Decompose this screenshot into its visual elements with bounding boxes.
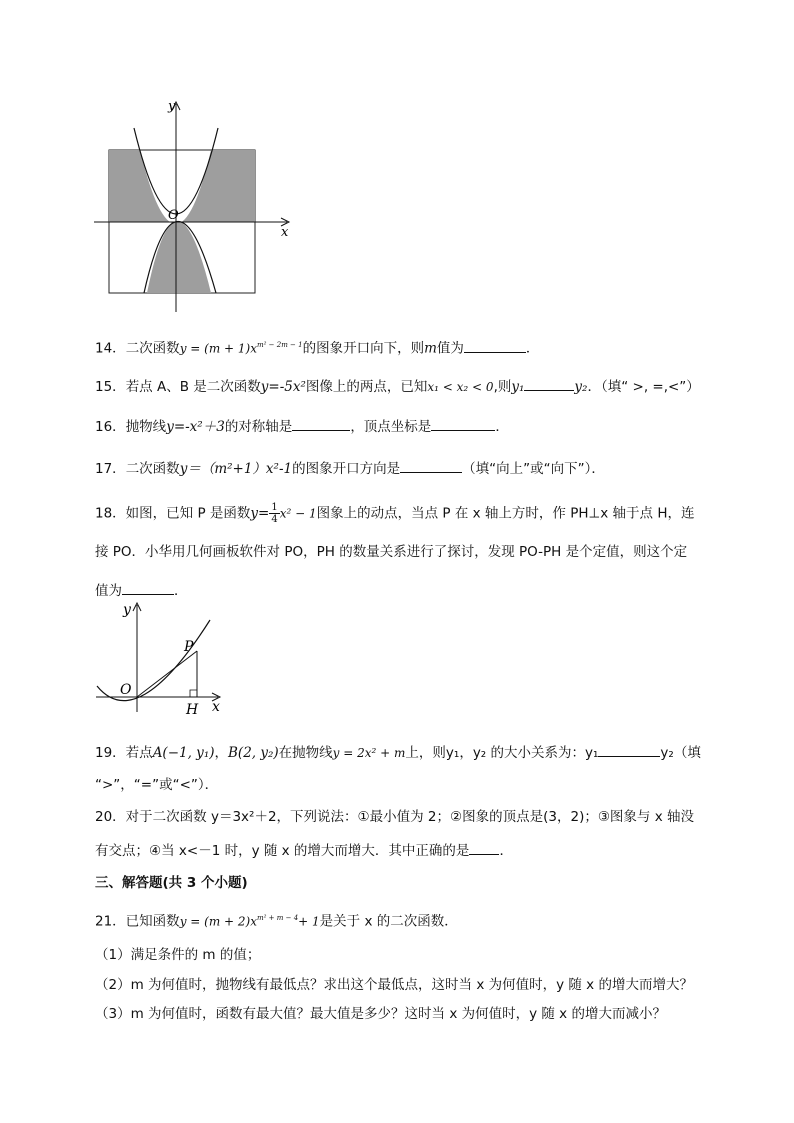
fraction-denominator: 4 — [271, 514, 278, 525]
section-heading: 三、解答题(共 3 个小题) — [95, 875, 248, 891]
question-text: 19．若点 — [95, 745, 153, 761]
figure1-x-label: x — [281, 225, 289, 240]
question-text: 值为 — [436, 340, 464, 357]
formula: y = (m + 1)x — [179, 341, 257, 356]
question-text: ． — [495, 419, 509, 435]
answer-blank-axis[interactable] — [292, 418, 350, 431]
question-text: y₂（填 — [660, 745, 701, 761]
question-text: 若点 A、B 是二次函数 — [125, 379, 261, 395]
fraction — [269, 502, 279, 525]
question-14 — [95, 336, 539, 358]
question-19-line-2: “>”，“=”或“<”）． — [95, 777, 219, 793]
point-b: B(2, y₂) — [228, 745, 279, 761]
question-text: y₁，y₂ 的大小关系为：y₁ — [445, 745, 599, 761]
question-number: 17． — [95, 461, 126, 477]
question-21-sub-2: （2）m 为何值时，抛物线有最低点？求出这个最低点，这时当 x 为何值时，y 随 x 的增大而增大？ — [95, 977, 693, 993]
question-17 — [95, 460, 605, 478]
question-20-line-1: 20．对于二次函数 y＝3x²＋2，下列说法：①最小值为 2；②图象的顶点是(3，2)；③图象与 x 轴没 — [95, 809, 695, 825]
answer-blank[interactable] — [400, 460, 462, 473]
figure2-origin-label: O — [120, 682, 132, 698]
figure-parabola-po-ph — [90, 598, 240, 720]
question-text: ． — [525, 340, 540, 357]
question-text: 的图象开口向下，则 — [302, 340, 425, 357]
figure1-y-label: y — [168, 99, 176, 114]
figure-parabolas — [90, 95, 300, 325]
question-text: 图像上的两点，已知 — [305, 379, 428, 395]
question-21 — [95, 909, 458, 931]
question-text: （填“向上”或“向下”）． — [462, 461, 605, 477]
answer-blank[interactable] — [524, 378, 574, 391]
question-text: 值为 — [95, 583, 122, 599]
question-text: 的图象开口方向是 — [292, 461, 401, 477]
question-16 — [95, 418, 509, 436]
question-text: 的对称轴是 — [224, 419, 293, 435]
formula: y=-5x² — [260, 379, 306, 395]
question-20-line-2 — [95, 842, 513, 860]
question-text: 抛物线 — [125, 419, 167, 435]
question-18-line-1 — [95, 502, 695, 525]
exponent: m² + m − 4 — [256, 914, 299, 922]
question-text: ． — [499, 843, 513, 859]
condition-formula: x₁ < x₂ < 0 — [427, 380, 494, 394]
question-text: 21．已知函数 — [95, 913, 180, 930]
question-number: 15． — [95, 379, 126, 395]
question-text: 18．如图，已知 P 是函数 — [95, 505, 251, 522]
question-number: 14． — [95, 340, 126, 357]
question-text: ．（填“ >, =,<”） — [587, 379, 700, 395]
formula: y = (m + 2)x — [179, 914, 257, 929]
variable: m — [424, 340, 437, 357]
formula-tail: + 1 — [298, 914, 320, 929]
question-19-line-1 — [95, 744, 701, 762]
question-text: 是关于 x 的二次函数． — [319, 913, 458, 930]
question-number: 16． — [95, 419, 126, 435]
formula: y＝（m²+1）x²-1 — [179, 461, 293, 477]
question-text: 在抛物线 — [278, 745, 333, 761]
y2-symbol: y₂ — [574, 379, 588, 395]
question-text: ，顶点坐标是 — [350, 419, 432, 435]
separator: ， — [214, 745, 228, 761]
question-text: 图象上的动点，当点 P 在 x 轴上方时，作 PH⊥x 轴于点 H，连 — [316, 505, 695, 522]
formula: y = 2x² + m — [332, 746, 406, 760]
question-21-sub-1: （1）满足条件的 m 的值； — [95, 947, 261, 963]
figure2-y-label: y — [123, 602, 131, 618]
formula: x² − 1 — [279, 506, 317, 521]
answer-blank[interactable] — [464, 340, 526, 353]
figure2-h-label: H — [186, 702, 199, 718]
formula-prefix: y= — [250, 505, 270, 522]
formula: y=-x²＋3 — [166, 419, 225, 435]
figure2-x-label: x — [212, 699, 220, 715]
figure2-p-label: P — [184, 639, 194, 655]
question-text: 二次函数 — [125, 461, 180, 477]
question-text: ． — [174, 583, 188, 599]
fraction-numerator: 1 — [271, 502, 278, 513]
exponent: m² − 2m − 1 — [256, 341, 303, 349]
question-text: 二次函数 — [125, 340, 180, 357]
point-a: A(−1, y₁) — [152, 745, 215, 761]
figure1-origin-label: O — [168, 208, 179, 223]
answer-blank[interactable] — [598, 744, 660, 757]
answer-blank[interactable] — [122, 582, 174, 595]
answer-blank-vertex[interactable] — [431, 418, 495, 431]
answer-blank[interactable] — [469, 842, 499, 855]
question-text: 有交点；④当 x<－1 时，y 随 x 的增大而增大．其中正确的是 — [95, 843, 470, 859]
question-text: ,则 — [493, 379, 512, 395]
question-18-line-2: 接 PO．小华用几何画板软件对 PO，PH 的数量关系进行了探讨，发现 PO-PH 是个定值，则这个定 — [95, 544, 688, 560]
question-text: 上，则 — [405, 745, 446, 761]
question-15 — [95, 378, 700, 396]
y1-symbol: y₁ — [511, 379, 525, 395]
question-21-sub-3: （3）m 为何值时，函数有最大值？最大值是多少？这时当 x 为何值时，y 随 x 的增大而减小？ — [95, 1006, 666, 1022]
